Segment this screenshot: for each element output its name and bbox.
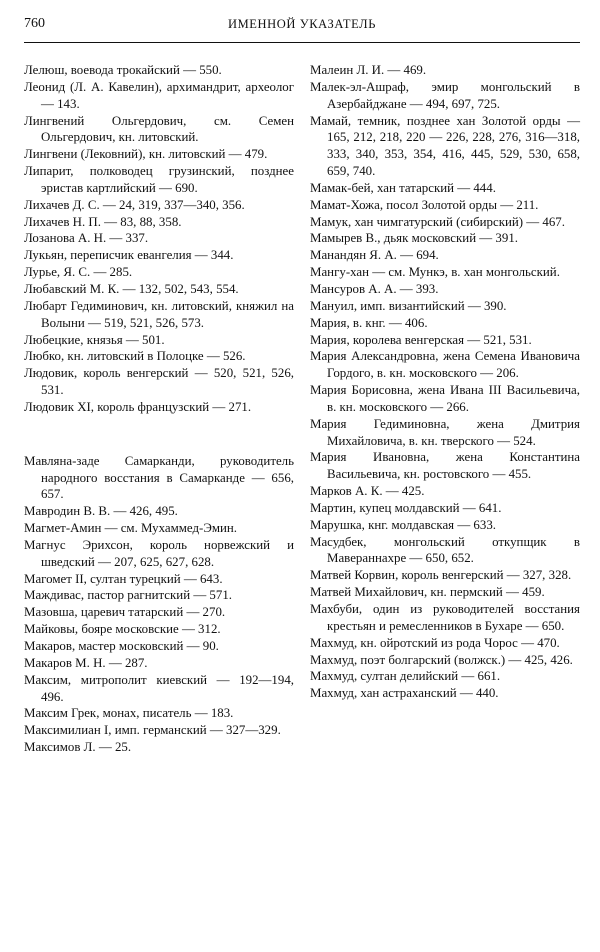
index-entry: Мамат-Хожа, посол Золотой орды — 211. [310,197,539,212]
book-page [24,14,580,942]
index-entry: Мария, королева венгерская — 521, 531. [310,332,532,347]
index-entry: Малек-эл-Ашраф, эмир монгольский в Азербайджане — 494, 697, 725. [310,79,580,111]
index-entry: Малеин Л. И. — 469. [310,63,427,77]
index-entry: Лозанова А. Н. — 337. [24,231,149,246]
index-entry: Лурье, Я. С. — 285. [24,265,133,280]
index-entry: Максим, митрополит киевский — 192—194, 496. [24,672,294,704]
index-entry: Мануил, имп. византийский — 390. [310,298,507,313]
index-entry: Максим Грек, монах, писатель — 183. [24,706,234,721]
index-entry: Мансуров А. А. — 393. [310,281,439,296]
index-entry: Магмет-Амин — см. Мухаммед-Эмин. [24,521,238,536]
index-entry: Махмуд, хан астраханский — 440. [310,686,499,701]
header-rule [24,42,580,43]
index-entry: Леонид (Л. А. Кавелин), архимандрит, археолог — 143. [24,79,294,111]
index-entry: Любарт Гедиминович, кн. литовский, княжил на Волыни — 519, 521, 526, 573. [24,298,294,330]
index-entry: Манандян Я. А. — 694. [310,248,439,263]
index-group-l [24,62,294,416]
index-entry: Лингвений Ольгердович, см. Семен Ольгердович, кн. литовский. [24,113,294,145]
index-group-m [24,453,294,756]
letter-section-gap [24,416,294,453]
index-entry: Людовик XI, король французский — 271. [24,399,252,414]
index-entry: Лихачев Н. П. — 83, 88, 358. [24,214,182,229]
index-entry: Махмуд, кн. ойротский из рода Чорос — 470. [310,635,560,650]
index-entry: Мавляна-заде Самарканди, руководитель народного восстания в Самарканде — 656, 657. [24,453,294,502]
index-entry: Мамак-бей, хан татарский — 444. [310,180,496,195]
index-entry: Лингвени (Лековний), кн. литовский — 479. [24,147,268,162]
index-entry: Масудбек, монгольский откупщик в Мавераннахре — 650, 652. [310,534,580,566]
index-entry: Майковы, бояре московские — 312. [24,622,221,637]
index-entry: Мазовша, царевич татарский — 270. [24,605,226,620]
index-entry: Людовик, король венгерский — 520, 521, 526, 531. [24,366,294,398]
index-entry: Мангу-хан — см. Мункэ, в. хан монгольский. [310,265,560,280]
index-entry: Любецкие, князья — 501. [24,332,165,347]
index-entry: Мавродин В. В. — 426, 495. [24,504,178,519]
page-number: 760 [24,16,45,31]
index-entry: Мария, в. кнг. — 406. [310,315,428,330]
index-entry: Маждивас, пастор рагнитский — 571. [24,588,232,603]
index-entry: Мамук, хан чимгатурский (сибирский) — 467. [310,214,565,229]
index-entry: Лукьян, переписчик евангелия — 344. [24,248,234,263]
index-entry: Максимов Л. — 25. [24,740,132,755]
index-entry: Мамай, темник, позднее хан Золотой орды — 165, 212, 218, 220 — 226, 228, 276, 316—318, 333, 340, 353, 354, 416, 445, 529, 530, 658, 659, 740. [310,113,580,179]
index-entry: Макаров, мастер московский — 90. [24,639,219,653]
page-header [24,14,580,38]
index-entry: Матвей Михайлович, кн. пермский — 459. [310,585,545,600]
index-entry: Марков А. К. — 425. [310,484,425,499]
index-entry: Липарит, полководец грузинский, позднее эристав картлийский — 690. [24,164,294,195]
index-entry: Любавский М. К. — 132, 502, 543, 554. [24,281,239,296]
index-entry: Махбуби, один из руководителей восстания крестьян и ремесленников в Бухаре — 650. [310,602,580,633]
index-entry: Мария Александровна, жена Семена Ивановича Гордого, в. кн. московского — 206. [310,349,580,381]
index-entry: Лихачев Д. С. — 24, 319, 337—340, 356. [24,197,245,212]
index-entry: Махмуд, поэт болгарский (волжск.) — 425, 426. [310,652,573,667]
index-entry: Мартин, купец молдавский — 641. [310,500,502,515]
index-entry: Махмуд, султан делийский — 661. [310,669,501,684]
index-entry: Максимилиан I, имп. германский — 327—329. [24,723,281,738]
index-entry: Мария Ивановна, жена Константина Васильевича, кн. ростовского — 455. [310,450,580,482]
index-entry: Любко, кн. литовский в Полоцке — 526. [24,349,246,364]
index-entry: Мария Гедиминовна, жена Дмитрия Михайловича, в. кн. тверского — 524. [310,416,580,448]
index-entry: Мария Борисовна, жена Ивана III Васильевича, в. кн. московского — 266. [310,383,580,414]
index-entry: Марушка, кнг. молдавская — 633. [310,517,496,532]
left-column [24,62,294,756]
index-entry: Мамырев В., дьяк московский — 391. [310,231,518,246]
index-entry: Лелюш, воевода трокайский — 550. [24,63,222,77]
index-entry: Макаров М. Н. — 287. [24,655,148,670]
index-entry: Матвей Корвин, король венгерский — 327, 328. [310,568,572,583]
index-entry: Магнус Эрихсон, король норвежский и шведский — 207, 625, 627, 628. [24,537,294,569]
right-column [310,62,580,702]
running-head: ИМЕННОЙ УКАЗАТЕЛЬ [227,17,377,31]
index-entry: Магомет II, султан турецкий — 643. [24,571,223,586]
